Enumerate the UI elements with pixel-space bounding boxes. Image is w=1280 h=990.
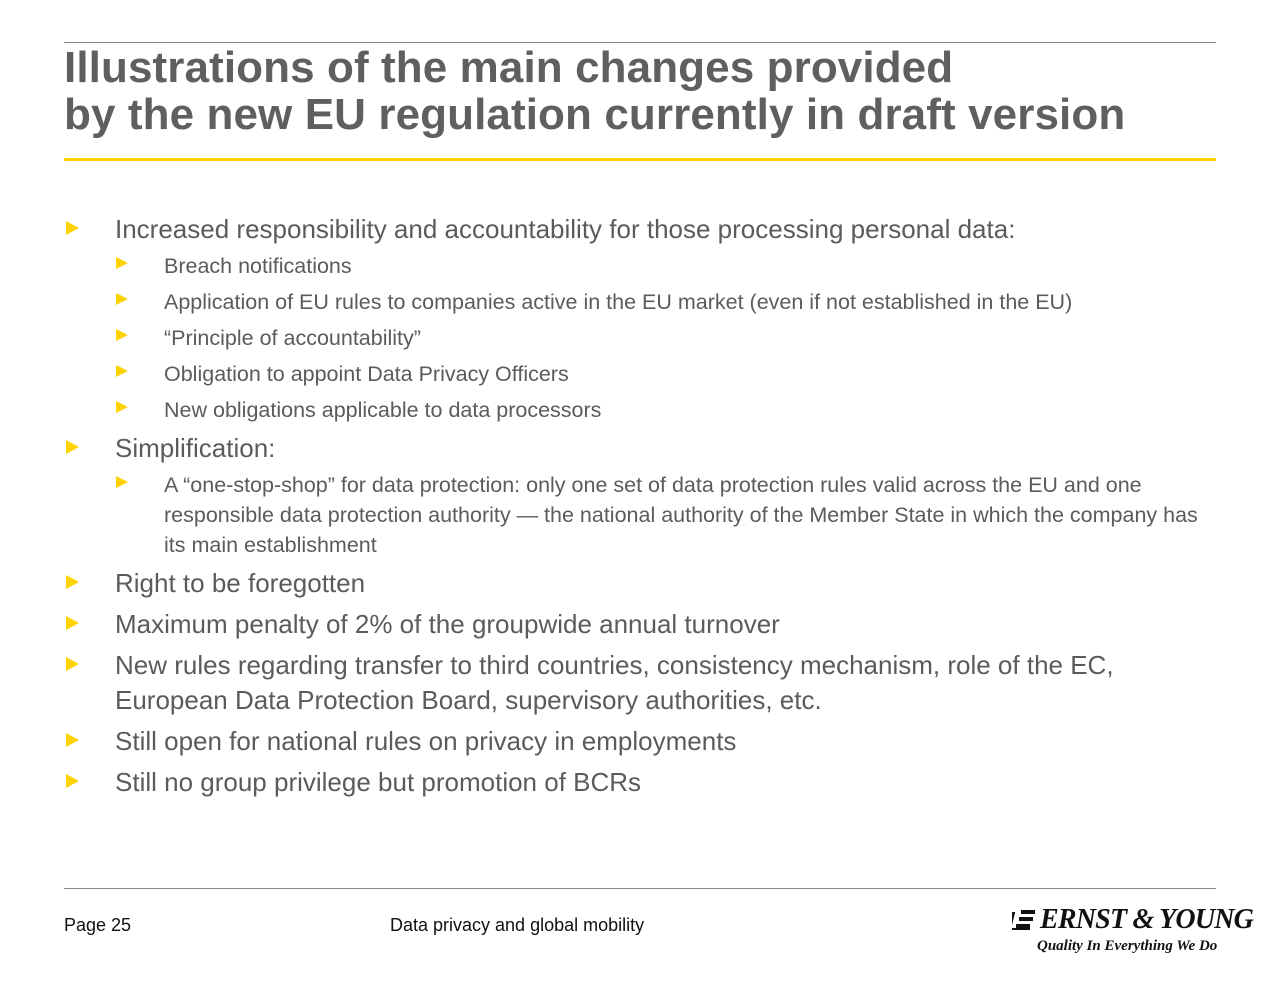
sub-bullet-text: Application of EU rules to companies active in the EU market (even if not established in the EU) bbox=[164, 290, 1073, 314]
sub-bullet-text: “Principle of accountability” bbox=[164, 326, 421, 350]
bullet-arrow-icon bbox=[66, 774, 79, 788]
bullet-item bbox=[64, 212, 1224, 247]
sub-bullet-arrow-icon bbox=[116, 329, 128, 341]
sub-bullet-list bbox=[64, 251, 1224, 425]
sub-bullet-item bbox=[64, 287, 1224, 317]
bullet-arrow-icon bbox=[66, 657, 79, 671]
bullet-text: Still open for national rules on privacy in employments bbox=[115, 726, 737, 756]
sub-bullet-text: Breach notifications bbox=[164, 254, 352, 278]
bullet-arrow-icon bbox=[66, 575, 79, 589]
sub-bullet-item bbox=[64, 470, 1224, 560]
bullet-text: Still no group privilege but promotion of BCRs bbox=[115, 767, 642, 797]
ernst-young-logo bbox=[1010, 904, 1254, 960]
sub-bullet-item bbox=[64, 395, 1224, 425]
bullet-list bbox=[64, 212, 1224, 806]
sub-bullet-text: New obligations applicable to data processors bbox=[164, 398, 602, 422]
bullet-arrow-icon bbox=[66, 616, 79, 630]
sub-bullet-arrow-icon bbox=[116, 401, 128, 413]
sub-bullet-item bbox=[64, 359, 1224, 389]
title-accent-rule bbox=[64, 158, 1216, 161]
bullet-text: Maximum penalty of 2% of the groupwide annual turnover bbox=[115, 609, 780, 639]
footer-title: Data privacy and global mobility bbox=[390, 915, 645, 935]
sub-bullet-list bbox=[64, 470, 1224, 560]
footer-divider bbox=[64, 888, 1216, 889]
sub-bullet-text: A “one-stop-shop” for data protection: only one set of data protection rules valid across the EU and one responsible data protection authority — the national authority of the Member State in which the company has its main establishment bbox=[164, 473, 1198, 557]
ey-logo-mark-icon bbox=[1012, 909, 1036, 931]
bullet-item bbox=[64, 648, 1224, 718]
logo-tagline: Quality In Everything We Do bbox=[1037, 938, 1218, 954]
page-number: Page 25 bbox=[64, 915, 132, 935]
logo-wordmark: ERNST & YOUNG bbox=[1040, 904, 1254, 935]
bullet-arrow-icon bbox=[66, 221, 79, 235]
sub-bullet-arrow-icon bbox=[116, 365, 128, 377]
sub-bullet-arrow-icon bbox=[116, 257, 128, 269]
bullet-item bbox=[64, 765, 1224, 800]
bullet-item bbox=[64, 724, 1224, 759]
page-title bbox=[64, 44, 1216, 138]
sub-bullet-item bbox=[64, 251, 1224, 281]
bullet-item bbox=[64, 607, 1224, 642]
bullet-text: Increased responsibility and accountability for those processing personal data: bbox=[115, 214, 1016, 244]
bullet-item bbox=[64, 566, 1224, 601]
sub-bullet-arrow-icon bbox=[116, 476, 128, 488]
bullet-text: Simplification: bbox=[115, 433, 276, 463]
page-title-line-1: Illustrations of the main changes provided bbox=[64, 43, 954, 92]
sub-bullet-text: Obligation to appoint Data Privacy Officers bbox=[164, 362, 569, 386]
sub-bullet-arrow-icon bbox=[116, 293, 128, 305]
bullet-item bbox=[64, 431, 1224, 466]
page-title-line-2: by the new EU regulation currently in draft version bbox=[64, 90, 1126, 139]
sub-bullet-item bbox=[64, 323, 1224, 353]
bullet-arrow-icon bbox=[66, 440, 79, 454]
bullet-text: New rules regarding transfer to third countries, consistency mechanism, role of the EC, European Data Protection Board, supervisory authorities, etc. bbox=[115, 650, 1114, 715]
bullet-text: Right to be foregotten bbox=[115, 568, 366, 598]
bullet-arrow-icon bbox=[66, 733, 79, 747]
